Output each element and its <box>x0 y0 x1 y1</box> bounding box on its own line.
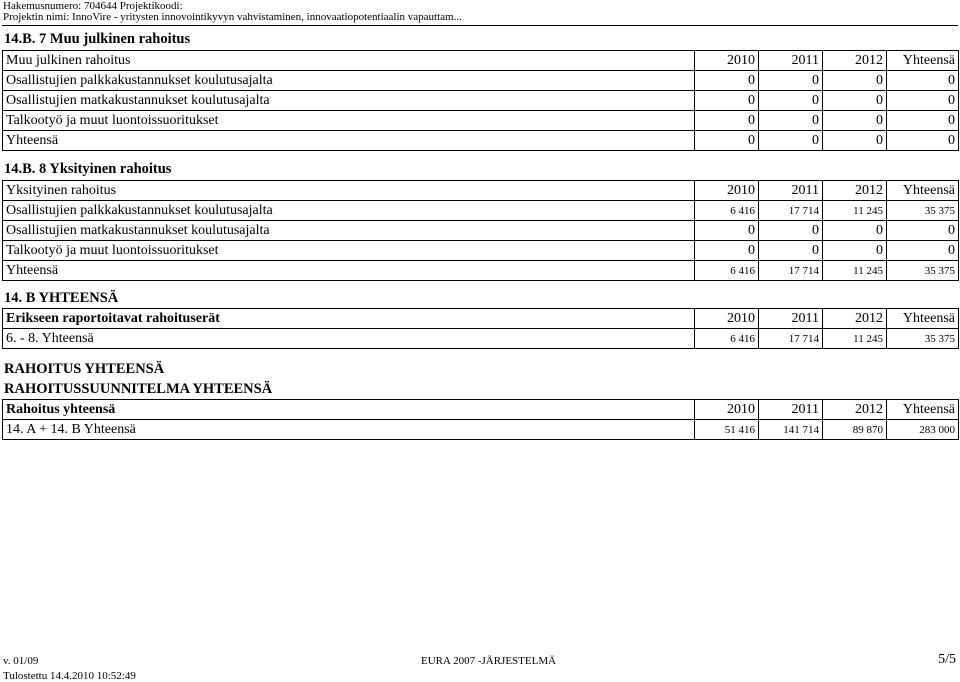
year-2010-header: 2010 <box>695 181 759 201</box>
total-header: Yhteensä <box>887 51 959 71</box>
cell-2011: 141 714 <box>759 420 823 440</box>
table-header-row <box>3 309 959 329</box>
year-2012-header: 2012 <box>823 309 887 329</box>
cell-total: 0 <box>887 241 959 261</box>
year-2012-header: 2012 <box>823 400 887 420</box>
table-header-row <box>3 400 959 420</box>
total-header: Yhteensä <box>887 181 959 201</box>
cell-total: 35 375 <box>887 329 959 349</box>
table-yksityinen-rahoitus <box>2 180 959 281</box>
cell-2011: 0 <box>759 221 823 241</box>
table-row <box>3 111 959 131</box>
row-label: Osallistujien palkkakustannukset koulutusajalta <box>3 71 695 91</box>
table-total-row <box>3 329 959 349</box>
row-label: Osallistujien palkkakustannukset koulutusajalta <box>3 201 695 221</box>
header-application-number: Hakemusnumero: 704644 Projektikoodi: <box>3 0 183 12</box>
section-title-rahoitus-yhteensa: RAHOITUS YHTEENSÄ <box>4 361 165 377</box>
year-2012-header: 2012 <box>823 51 887 71</box>
total-header: Yhteensä <box>887 400 959 420</box>
cell-2012: 11 245 <box>823 329 887 349</box>
cell-2010: 0 <box>695 91 759 111</box>
cell-total: 35 375 <box>887 261 959 281</box>
cell-2010: 51 416 <box>695 420 759 440</box>
cell-2011: 17 714 <box>759 329 823 349</box>
table-total-row <box>3 420 959 440</box>
cell-2011: 0 <box>759 131 823 151</box>
row-label: Erikseen raportoitavat rahoituserät <box>3 309 695 329</box>
table-row <box>3 71 959 91</box>
cell-2010: 6 416 <box>695 329 759 349</box>
table-total-row <box>3 261 959 281</box>
year-2011-header: 2011 <box>759 181 823 201</box>
cell-2010: 6 416 <box>695 201 759 221</box>
year-2011-header: 2011 <box>759 400 823 420</box>
cell-total: 0 <box>887 91 959 111</box>
table-header-row <box>3 181 959 201</box>
cell-2011: 0 <box>759 71 823 91</box>
cell-2012: 89 870 <box>823 420 887 440</box>
footer-system-name: EURA 2007 -JÄRJESTELMÄ <box>421 655 557 667</box>
header-project-name: Projektin nimi: InnoVire - yritysten innovointikyvyn vahvistaminen, innovaatiopotentiaalin vapauttam... <box>3 11 462 23</box>
cell-2012: 0 <box>823 241 887 261</box>
footer-version: v. 01/09 <box>3 655 39 667</box>
year-2011-header: 2011 <box>759 309 823 329</box>
year-2010-header: 2010 <box>695 309 759 329</box>
cell-2012: 0 <box>823 71 887 91</box>
cell-2010: 6 416 <box>695 261 759 281</box>
cell-2011: 17 714 <box>759 201 823 221</box>
cell-total: 35 375 <box>887 201 959 221</box>
year-2012-header: 2012 <box>823 181 887 201</box>
cell-total: 0 <box>887 111 959 131</box>
table-row <box>3 91 959 111</box>
total-header: Yhteensä <box>887 309 959 329</box>
table-muu-julkinen-rahoitus <box>2 50 959 151</box>
footer-page-number: 5/5 <box>938 652 956 667</box>
cell-2010: 0 <box>695 111 759 131</box>
row-label: Talkootyö ja muut luontoissuoritukset <box>3 111 695 131</box>
table-b-yhteensa <box>2 308 959 349</box>
header-divider <box>2 25 958 26</box>
year-2010-header: 2010 <box>695 51 759 71</box>
cell-2011: 17 714 <box>759 261 823 281</box>
cell-2011: 0 <box>759 111 823 131</box>
cell-2011: 0 <box>759 241 823 261</box>
footer-printed-timestamp: Tulostettu 14.4.2010 10:52:49 <box>3 670 136 682</box>
cell-total: 0 <box>887 71 959 91</box>
row-label: Yhteensä <box>3 261 695 281</box>
cell-total: 0 <box>887 221 959 241</box>
table-header-row <box>3 51 959 71</box>
row-label: Yksityinen rahoitus <box>3 181 695 201</box>
cell-2010: 0 <box>695 221 759 241</box>
row-label: 6. - 8. Yhteensä <box>3 329 695 349</box>
cell-2012: 0 <box>823 221 887 241</box>
cell-2012: 0 <box>823 91 887 111</box>
row-label: Muu julkinen rahoitus <box>3 51 695 71</box>
row-label: 14. A + 14. B Yhteensä <box>3 420 695 440</box>
table-rahoitus-yhteensa <box>2 399 959 440</box>
table-row <box>3 221 959 241</box>
section-title-yksityinen-rahoitus: 14.B. 8 Yksityinen rahoitus <box>4 161 172 177</box>
cell-2012: 11 245 <box>823 201 887 221</box>
year-2011-header: 2011 <box>759 51 823 71</box>
table-row <box>3 201 959 221</box>
year-2010-header: 2010 <box>695 400 759 420</box>
cell-2010: 0 <box>695 241 759 261</box>
cell-total: 0 <box>887 131 959 151</box>
section-title-rahoitussuunnitelma-yhteensa: RAHOITUSSUUNNITELMA YHTEENSÄ <box>4 381 273 397</box>
cell-2012: 11 245 <box>823 261 887 281</box>
row-label: Talkootyö ja muut luontoissuoritukset <box>3 241 695 261</box>
table-row <box>3 241 959 261</box>
row-label: Rahoitus yhteensä <box>3 400 695 420</box>
row-label: Yhteensä <box>3 131 695 151</box>
cell-2010: 0 <box>695 71 759 91</box>
cell-2010: 0 <box>695 131 759 151</box>
table-total-row <box>3 131 959 151</box>
row-label: Osallistujien matkakustannukset koulutusajalta <box>3 221 695 241</box>
section-title-b-yhteensa: 14. B YHTEENSÄ <box>4 290 119 306</box>
cell-total: 283 000 <box>887 420 959 440</box>
cell-2012: 0 <box>823 111 887 131</box>
cell-2011: 0 <box>759 91 823 111</box>
section-title-muu-julkinen-rahoitus: 14.B. 7 Muu julkinen rahoitus <box>4 31 191 47</box>
cell-2012: 0 <box>823 131 887 151</box>
row-label: Osallistujien matkakustannukset koulutusajalta <box>3 91 695 111</box>
